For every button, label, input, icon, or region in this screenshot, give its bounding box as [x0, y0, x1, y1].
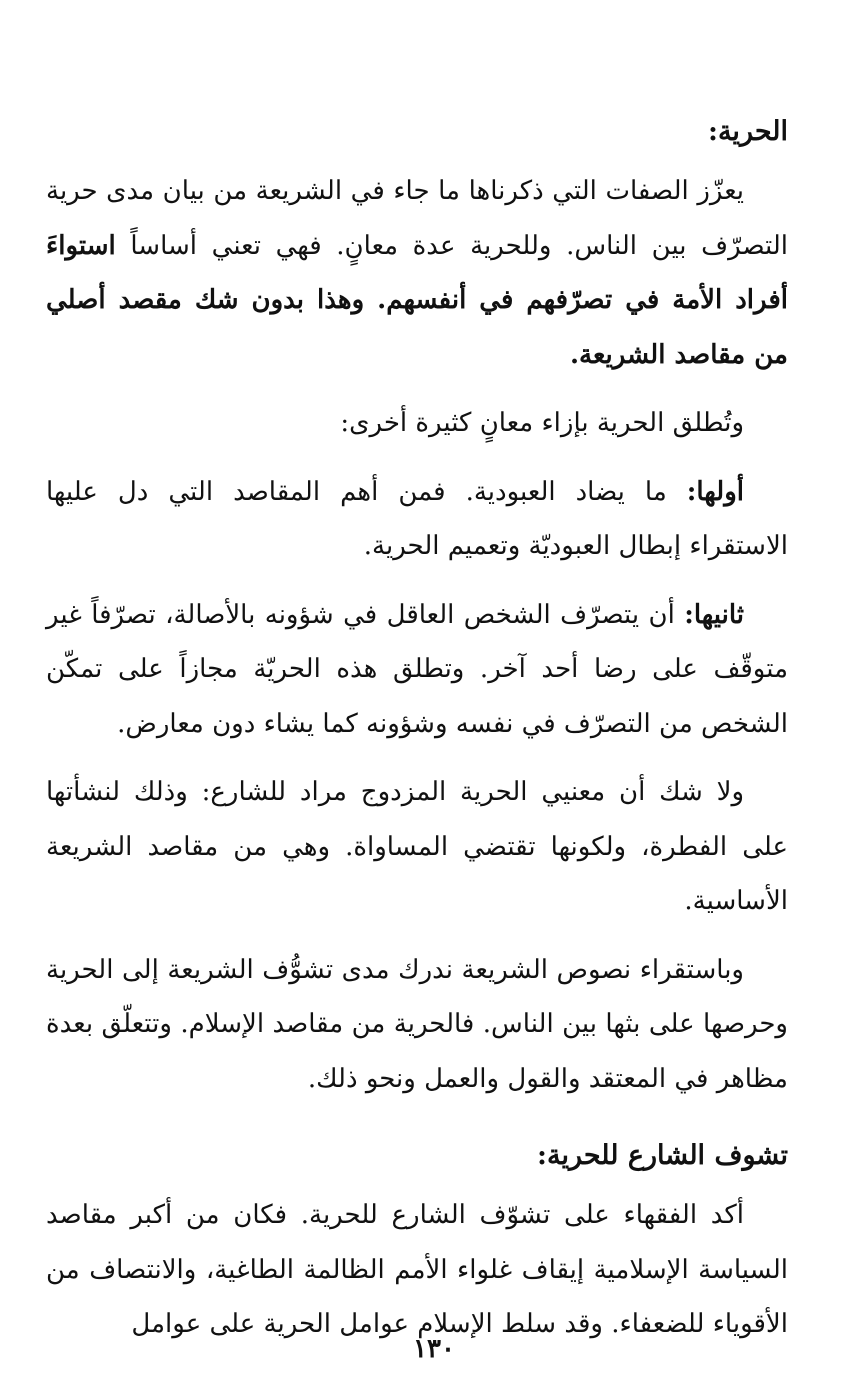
paragraph-4-label: ثانيها: [684, 599, 744, 630]
section-heading-freedom: الحرية: [707, 116, 788, 147]
section-heading-lawgiver-aspiration: تشوف الشارع للحرية: [537, 1140, 788, 1171]
paragraph-7: أكد الفقهاء على تشوّف الشارع للحرية. فكان من أكبر مقاصد السياسة الإسلامية إيقاف غلواء الأمم الظالمة الطاغية، والانتصاف من الأقوياء للضعفاء. وقد سلط الإسلام عوامل الحرية على عوامل [46, 1200, 788, 1339]
paragraph-3 [46, 465, 788, 574]
paragraph-3-label: أولها: [686, 476, 744, 507]
paragraph-5: ولا شك أن معنيي الحرية المزدوج مراد للشارع: وذلك لنشأتها على الفطرة، ولكونها تقتضي المساواة. وهي من مقاصد الشريعة الأساسية. [46, 777, 788, 916]
page-number: ١٣٠ [413, 1334, 455, 1364]
paragraph-2: وتُطلق الحرية بإزاء معانٍ كثيرة أخرى: [340, 408, 744, 438]
paragraph-1-bold: استواءَ أفراد الأمة في تصرّفهم في أنفسهم. وهذا بدون شك مقصد أصلي من مقاصد الشريعة. [46, 230, 788, 370]
paragraph-6: وباستقراء نصوص الشريعة ندرك مدى تشوُّف الشريعة إلى الحرية وحرصها على بثها بين الناس. فالحرية من مقاصد الإسلام. وتتعلّق بعدة مظاهر في المعتقد والقول والعمل ونحو ذلك. [46, 954, 788, 1094]
paragraph-4-text: أن يتصرّف الشخص العاقل في شؤونه بالأصالة، تصرّفاً غير متوقّف على رضا أحد آخر. وتطلق هذه الحريّة مجازاً على تمكّن الشخص من التصرّف في نفسه وشؤونه كما يشاء دون معارض. [46, 599, 788, 739]
paragraph-1 [46, 164, 788, 382]
paragraph-1-text: يعزّز الصفات التي ذكرناها ما جاء في الشريعة من بيان مدى حرية التصرّف بين الناس. وللحرية عدة معانٍ. فهي تعني أساساً [46, 176, 788, 261]
page-body [46, 108, 788, 1366]
paragraph-3-text: ما يضاد العبودية. فمن أهم المقاصد التي دل عليها الاستقراء إبطال العبوديّة وتعميم الحرية. [46, 476, 788, 561]
paragraph-4 [46, 588, 788, 752]
